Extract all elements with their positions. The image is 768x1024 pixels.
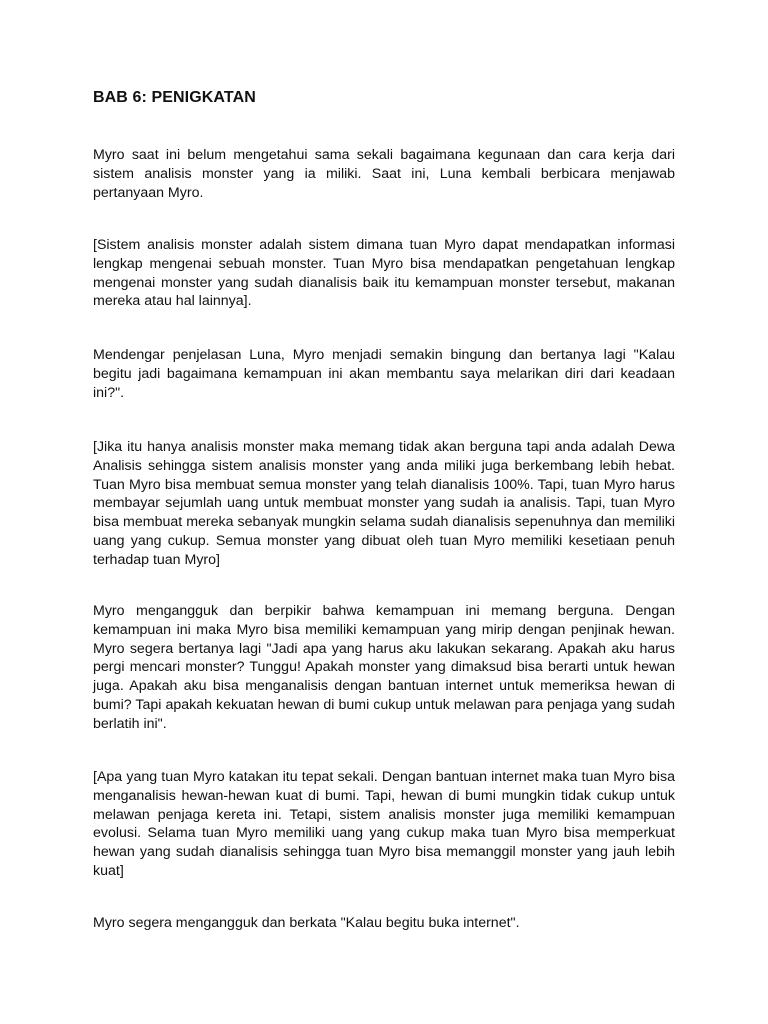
paragraph-2: [Sistem analisis monster adalah sistem dimana tuan Myro dapat mendapatkan informasi lengkap mengenai sebuah monster. Tuan Myro bisa mendapatkan pengetahuan lengkap mengenai monster yang sudah dianalisis baik itu kemampuan monster tersebut, makanan mereka atau hal lainnya]. xyxy=(93,237,675,310)
paragraph-4: [Jika itu hanya analisis monster maka memang tidak akan berguna tapi anda adalah Dewa Analisis sehingga sistem analisis monster yang anda miliki juga berkembang lebih hebat. Tuan Myro bisa membuat semua monster yang telah dianalisis 100%. Tapi, tuan Myro harus membayar sejumlah uang untuk membuat monster yang sudah ia analisis. Tapi, tuan Myro bisa membuat mereka sebanyak mungkin selama sudah dianalisis sepenuhnya dan memiliki uang yang cukup. Semua monster yang dibuat oleh tuan Myro memiliki kesetiaan penuh terhadap tuan Myro] xyxy=(93,439,675,568)
paragraph-7: Myro segera mengangguk dan berkata "Kalau begitu buka internet". xyxy=(93,915,520,931)
paragraph-3: Mendengar penjelasan Luna, Myro menjadi semakin bingung dan bertanya lagi "Kalau begitu jadi bagaimana kemampuan ini akan membantu saya melarikan diri dari keadaan ini?". xyxy=(93,347,675,401)
paragraph-1: Myro saat ini belum mengetahui sama sekali bagaimana kegunaan dan cara kerja dari sistem analisis monster yang ia miliki. Saat ini, Luna kembali berbicara menjawab pertanyaan Myro. xyxy=(93,147,675,201)
paragraph-6: [Apa yang tuan Myro katakan itu tepat sekali. Dengan bantuan internet maka tuan Myro bisa menganalisis hewan-hewan kuat di bumi. Tapi, hewan di bumi mungkin tidak cukup untuk melawan penjaga kereta ini. Tetapi, sistem analisis monster juga memiliki kemampuan evolusi. Selama tuan Myro memiliki uang yang cukup maka tuan Myro bisa memperkuat hewan yang sudah dianalisis sehingga tuan Myro bisa memanggil monster yang jauh lebih kuat] xyxy=(93,769,675,879)
chapter-title: BAB 6: PENIGKATAN xyxy=(93,89,256,106)
paragraph-5: Myro mengangguk dan berpikir bahwa kemampuan ini memang berguna. Dengan kemampuan ini maka Myro bisa memiliki kemampuan yang mirip dengan penjinak hewan. Myro segera bertanya lagi "Jadi apa yang harus aku lakukan sekarang. Apakah aku harus pergi mencari monster? Tunggu! Apakah monster yang dimaksud bisa berarti untuk hewan juga. Apakah aku bisa menganalisis dengan bantuan internet untuk memeriksa hewan di bumi? Tapi apakah kekuatan hewan di bumi cukup untuk melawan para penjaga yang sudah berlatih ini". xyxy=(93,603,675,732)
